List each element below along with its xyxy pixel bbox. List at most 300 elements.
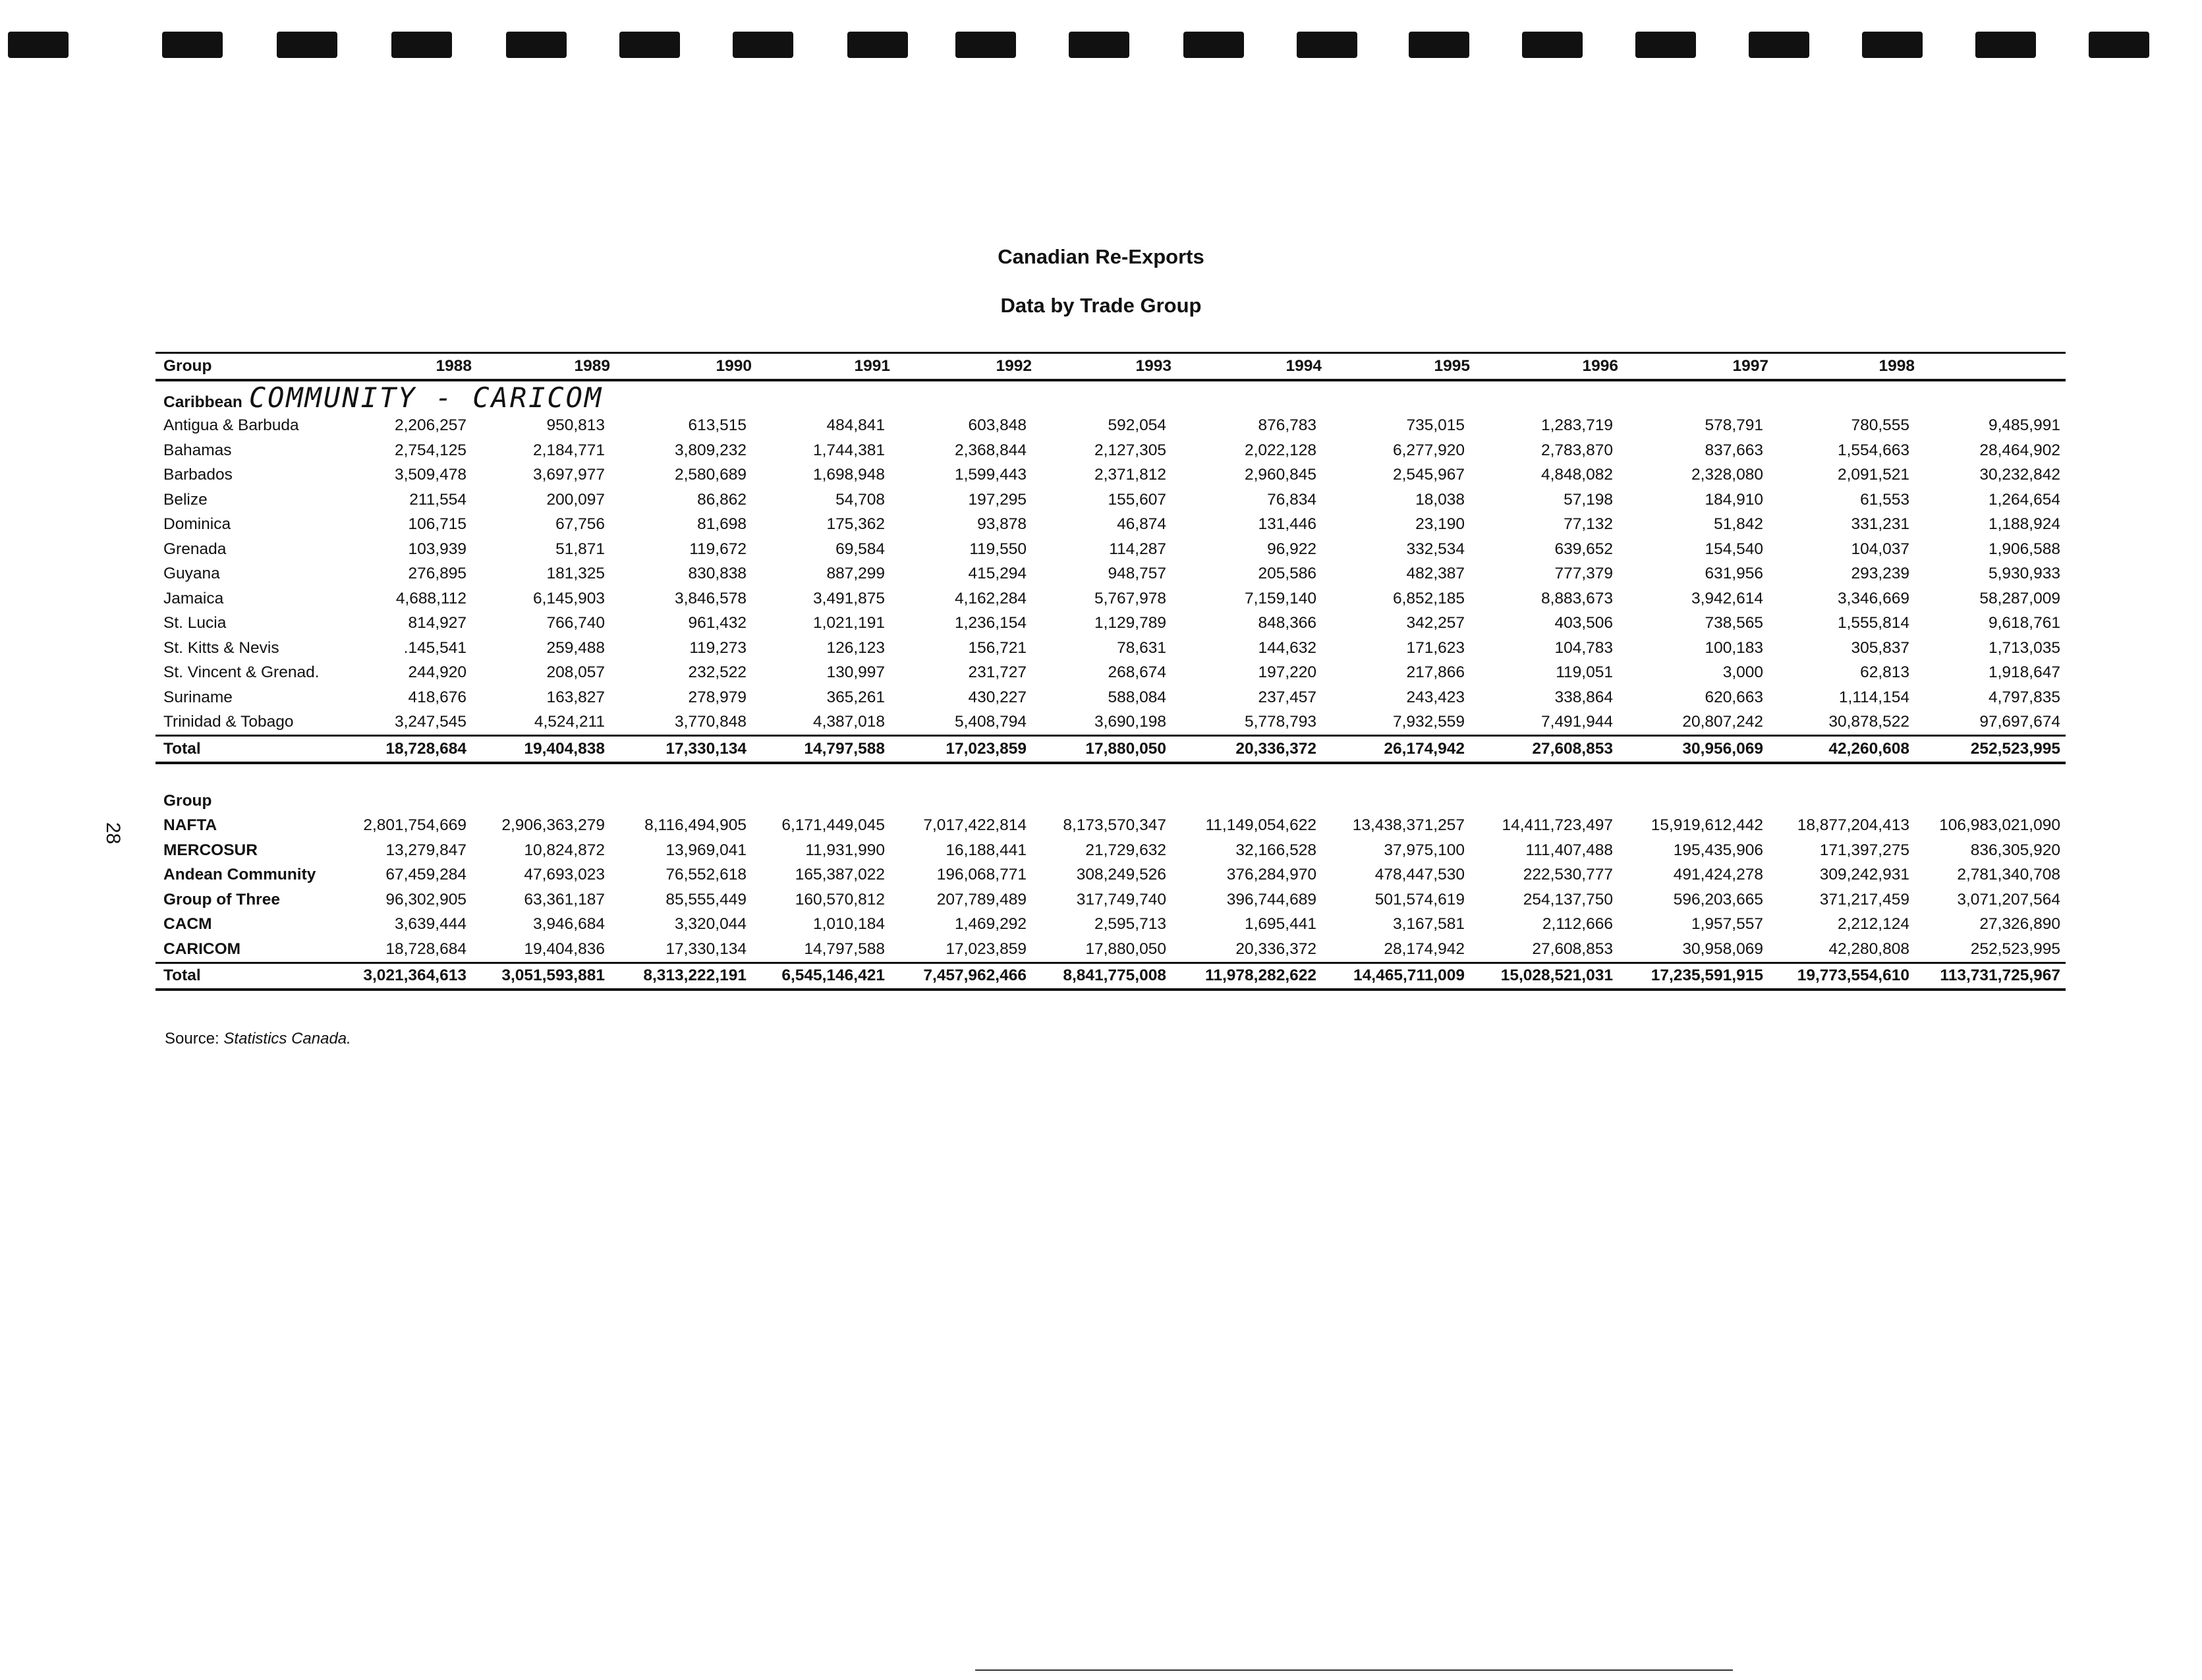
table-cell: 2,595,713: [1094, 915, 1166, 934]
table-cell: 42,260,608: [1768, 736, 1915, 763]
table-cell: 501,574,619: [1374, 890, 1465, 909]
table-cell: 278,979: [688, 688, 747, 706]
table-cell: 232,522: [688, 663, 747, 682]
table-cell: 3,247,545: [395, 713, 466, 731]
table-cell: 19,404,836: [524, 939, 605, 958]
table-cell: 211,554: [409, 490, 466, 509]
table-cell: 365,261: [826, 688, 885, 706]
table-cell: 18,038: [1415, 490, 1465, 509]
document-subtitle: Data by Trade Group: [1000, 294, 1202, 317]
table-cell: 231,727: [968, 663, 1027, 682]
table-cell: 9,485,991: [1989, 416, 2060, 435]
table-cell: 3,071,207,564: [1957, 890, 2060, 909]
table-cell: 13,969,041: [665, 841, 747, 859]
table-cell: 27,608,853: [1470, 736, 1618, 763]
table-cell: 78,631: [1117, 638, 1166, 657]
table-row: [155, 661, 2066, 686]
row-label: St. Vincent & Grenad.: [163, 663, 320, 682]
table-cell: 184,910: [1705, 490, 1763, 509]
column-header: 1994: [1172, 353, 1322, 380]
table-cell: 342,257: [1406, 614, 1465, 632]
table-row: [155, 611, 2066, 636]
binder-hole: [506, 32, 567, 58]
binder-hole: [955, 32, 1016, 58]
table-cell: 144,632: [1258, 638, 1316, 657]
table-cell: 14,411,723,497: [1502, 816, 1613, 835]
binder-hole: [733, 32, 793, 58]
table-cell: 4,162,284: [955, 589, 1027, 607]
binder-hole: [1635, 32, 1696, 58]
table-cell: 76,834: [1267, 490, 1316, 509]
table-cell: 1,188,924: [1989, 515, 2060, 534]
table-cell: 3,846,578: [675, 589, 747, 607]
row-label: Dominica: [163, 515, 231, 534]
table-cell: 6,171,449,045: [781, 816, 885, 835]
table-row: [155, 414, 2066, 439]
table-row: [155, 887, 2066, 912]
table-cell: 252,523,995: [1970, 939, 2060, 958]
table-cell: 1,957,557: [1691, 915, 1763, 934]
column-header: 1990: [610, 353, 752, 380]
table-cell: 293,239: [1851, 565, 1909, 583]
row-label: Barbados: [163, 466, 233, 484]
table-cell: 13,438,371,257: [1352, 816, 1465, 835]
table-cell: 17,880,050: [1032, 736, 1172, 763]
table-cell: 2,091,521: [1838, 466, 1909, 484]
document-title: Canadian Re-Exports: [998, 245, 1204, 268]
row-label: Andean Community: [163, 866, 316, 884]
table-row: [155, 838, 2066, 863]
table-cell: 155,607: [1108, 490, 1166, 509]
table-cell: 100,183: [1705, 638, 1763, 657]
binder-hole: [1862, 32, 1923, 58]
table-cell: 3,697,977: [533, 466, 605, 484]
table-cell: 6,277,920: [1393, 441, 1465, 459]
table-row: [155, 513, 2066, 538]
table-cell: 780,555: [1851, 416, 1909, 435]
table-cell: 1,010,184: [813, 915, 885, 934]
table-cell: 32,166,528: [1235, 841, 1316, 859]
table-row: [155, 636, 2066, 661]
table-cell: 175,362: [826, 515, 885, 534]
table-cell: 200,097: [546, 490, 605, 509]
table-cell: 603,848: [968, 416, 1027, 435]
table-cell: 1,555,814: [1838, 614, 1909, 632]
table-cell: 237,457: [1258, 688, 1316, 706]
table-cell: 97,697,674: [1979, 713, 2060, 731]
table-cell: 27,608,853: [1532, 939, 1613, 958]
table-cell: 6,545,146,421: [752, 963, 890, 990]
table-cell: 4,848,082: [1541, 466, 1613, 484]
table-cell: 208,057: [546, 663, 605, 682]
row-label: Belize: [163, 490, 208, 509]
table-cell: 156,721: [968, 638, 1027, 657]
table-cell: 3,770,848: [675, 713, 747, 731]
table-cell: 19,773,554,610: [1768, 963, 1915, 990]
table-cell: 8,173,570,347: [1063, 816, 1166, 835]
table-cell: 171,623: [1406, 638, 1465, 657]
table-cell: 268,674: [1108, 663, 1166, 682]
table-cell: 11,978,282,622: [1172, 963, 1322, 990]
table-cell: 14,797,588: [752, 736, 890, 763]
table-row: [155, 937, 2066, 963]
table-cell: 96,922: [1267, 540, 1316, 558]
table-cell: 1,918,647: [1989, 663, 2060, 682]
table-cell: 30,878,522: [1828, 713, 1909, 731]
table-cell: 126,123: [826, 638, 885, 657]
row-label: Guyana: [163, 565, 220, 583]
table-cell: 16,188,441: [946, 841, 1027, 859]
table-cell: 104,783: [1554, 638, 1613, 657]
table-cell: 14,797,588: [804, 939, 885, 958]
table-cell: 338,864: [1554, 688, 1613, 706]
table-cell: 104,037: [1851, 540, 1909, 558]
table-cell: 17,880,050: [1085, 939, 1166, 958]
table-cell: 46,874: [1117, 515, 1166, 534]
table-cell: 5,778,793: [1245, 713, 1316, 731]
source-label: Source:: [165, 1030, 219, 1048]
row-label: NAFTA: [163, 816, 217, 835]
table-cell: 396,744,689: [1226, 890, 1316, 909]
table-cell: 2,328,080: [1691, 466, 1763, 484]
table-cell: 7,932,559: [1393, 713, 1465, 731]
table-cell: 26,174,942: [1322, 736, 1470, 763]
table-cell: 47,693,023: [524, 866, 605, 884]
table-cell: 196,068,771: [936, 866, 1027, 884]
table-cell: 836,305,920: [1970, 841, 2060, 859]
column-header: 1998: [1768, 353, 1915, 380]
column-header: [1915, 353, 2066, 380]
table-cell: 222,530,777: [1523, 866, 1613, 884]
binder-hole: [847, 32, 908, 58]
table-row: [155, 685, 2066, 710]
table-cell: 331,231: [1851, 515, 1909, 534]
table-cell: 113,731,725,967: [1915, 963, 2066, 990]
table-cell: 305,837: [1851, 638, 1909, 657]
column-header: 1992: [890, 353, 1032, 380]
binder-hole: [1749, 32, 1809, 58]
table-cell: 69,584: [835, 540, 885, 558]
section-heading-label: Caribbean: [163, 393, 242, 411]
table-cell: 848,366: [1258, 614, 1316, 632]
table-cell: 2,960,845: [1245, 466, 1316, 484]
table-cell: 2,022,128: [1245, 441, 1316, 459]
table-cell: 2,212,124: [1838, 915, 1909, 934]
table-cell: 876,783: [1258, 416, 1316, 435]
table-cell: 21,729,632: [1085, 841, 1166, 859]
table-cell: 28,464,902: [1979, 441, 2060, 459]
row-label: Grenada: [163, 540, 227, 558]
table-cell: 3,000: [1722, 663, 1763, 682]
table-cell: 2,368,844: [955, 441, 1027, 459]
table-row: [155, 438, 2066, 463]
table-cell: 6,852,185: [1393, 589, 1465, 607]
table-cell: 119,273: [689, 638, 747, 657]
column-header: 1993: [1032, 353, 1172, 380]
table-cell: 8,116,494,905: [644, 816, 747, 835]
table-cell: 484,841: [826, 416, 885, 435]
table-cell: .145,541: [403, 638, 466, 657]
table-cell: 217,866: [1406, 663, 1465, 682]
table-cell: 154,540: [1705, 540, 1763, 558]
row-label: Total: [155, 963, 340, 990]
table-row: [155, 537, 2066, 562]
table-cell: 376,284,970: [1226, 866, 1316, 884]
table-cell: 2,545,967: [1393, 466, 1465, 484]
table-cell: 2,127,305: [1094, 441, 1166, 459]
table-row: [155, 463, 2066, 488]
table-cell: 13,279,847: [385, 841, 466, 859]
table-cell: 2,781,340,708: [1957, 866, 2060, 884]
table-cell: 27,326,890: [1979, 915, 2060, 934]
table-cell: 371,217,459: [1819, 890, 1909, 909]
table-cell: 51,842: [1714, 515, 1763, 534]
table-row: [155, 814, 2066, 839]
binder-hole: [619, 32, 680, 58]
column-header-group: Group: [155, 353, 340, 380]
table-cell: 63,361,187: [524, 890, 605, 909]
table-cell: 130,997: [826, 663, 885, 682]
table-cell: 613,515: [688, 416, 747, 435]
table-cell: 163,827: [546, 688, 605, 706]
table-cell: 3,942,614: [1691, 589, 1763, 607]
total-row-caribbean: [155, 736, 2066, 763]
table-cell: 1,713,035: [1989, 638, 2060, 657]
table-cell: 8,313,222,191: [610, 963, 752, 990]
row-label: MERCOSUR: [163, 841, 258, 859]
table-cell: 197,220: [1258, 663, 1316, 682]
table-cell: 2,754,125: [395, 441, 466, 459]
table-cell: 160,570,812: [795, 890, 885, 909]
column-header: 1995: [1322, 353, 1470, 380]
table-cell: 6,145,903: [533, 589, 605, 607]
table-spacer: [155, 763, 2066, 789]
table-cell: 2,206,257: [395, 416, 466, 435]
table-cell: 30,232,842: [1979, 466, 2060, 484]
table-cell: 3,051,593,881: [472, 963, 610, 990]
table-cell: 8,841,775,008: [1032, 963, 1172, 990]
table-cell: 482,387: [1406, 565, 1465, 583]
table-cell: 430,227: [968, 688, 1027, 706]
table-cell: 131,446: [1258, 515, 1316, 534]
table-cell: 3,346,669: [1838, 589, 1909, 607]
table-cell: 1,129,789: [1094, 614, 1166, 632]
table-cell: 23,190: [1415, 515, 1465, 534]
table-cell: 5,408,794: [955, 713, 1027, 731]
binder-hole: [1297, 32, 1357, 58]
binder-hole: [1409, 32, 1469, 58]
table-cell: 243,423: [1406, 688, 1465, 706]
table-cell: 197,295: [968, 490, 1027, 509]
table-cell: 11,149,054,622: [1205, 816, 1316, 835]
row-label: Group of Three: [163, 890, 280, 909]
table-cell: 10,824,872: [524, 841, 605, 859]
binder-hole: [2089, 32, 2149, 58]
section-heading-group: [155, 789, 2066, 814]
table-cell: 81,698: [697, 515, 747, 534]
column-header: 1991: [752, 353, 890, 380]
binder-hole-strip: [0, 32, 2202, 61]
table-cell: 415,294: [968, 565, 1027, 583]
table-cell: 2,801,754,669: [363, 816, 466, 835]
table-cell: 103,939: [408, 540, 466, 558]
re-exports-table: [155, 352, 2066, 991]
table-cell: 77,132: [1564, 515, 1613, 534]
table-cell: 252,523,995: [1915, 736, 2066, 763]
table-cell: 766,740: [546, 614, 605, 632]
table-cell: 588,084: [1108, 688, 1166, 706]
table-cell: 20,807,242: [1682, 713, 1763, 731]
table-cell: 18,877,204,413: [1797, 816, 1909, 835]
section-heading-caribbean: [155, 380, 2066, 414]
table-cell: 119,051: [1556, 663, 1613, 682]
table-cell: 207,789,489: [936, 890, 1027, 909]
column-header: 1997: [1618, 353, 1768, 380]
table-cell: 2,112,666: [1542, 915, 1613, 934]
table-cell: 42,280,808: [1828, 939, 1909, 958]
table-cell: 57,198: [1564, 490, 1613, 509]
column-header: 1988: [340, 353, 472, 380]
table-cell: 17,023,859: [946, 939, 1027, 958]
table-cell: 37,975,100: [1384, 841, 1465, 859]
table-cell: 308,249,526: [1076, 866, 1166, 884]
table-cell: 18,728,684: [385, 939, 466, 958]
row-label: Antigua & Barbuda: [163, 416, 299, 435]
table-cell: 276,895: [408, 565, 466, 583]
table-cell: 3,946,684: [533, 915, 605, 934]
table-cell: 119,550: [969, 540, 1027, 558]
table-cell: 961,432: [688, 614, 747, 632]
table-cell: 1,599,443: [955, 466, 1027, 484]
table-cell: 403,506: [1554, 614, 1613, 632]
table-cell: 17,330,134: [665, 939, 747, 958]
table-cell: 106,983,021,090: [1939, 816, 2060, 835]
table-cell: 1,906,588: [1989, 540, 2060, 558]
table-cell: 3,639,444: [395, 915, 466, 934]
table-header-row: [155, 353, 2066, 380]
table-cell: 18,728,684: [340, 736, 472, 763]
table-cell: 17,023,859: [890, 736, 1032, 763]
binder-hole: [1183, 32, 1244, 58]
table-row: [155, 488, 2066, 513]
table-cell: 119,672: [689, 540, 747, 558]
table-cell: 67,459,284: [385, 866, 466, 884]
table-cell: 93,878: [977, 515, 1027, 534]
table-cell: 948,757: [1108, 565, 1166, 583]
row-label: Bahamas: [163, 441, 232, 459]
table-cell: 5,930,933: [1989, 565, 2060, 583]
table-cell: 620,663: [1705, 688, 1763, 706]
row-label: CARICOM: [163, 939, 241, 958]
table-cell: 1,469,292: [955, 915, 1027, 934]
table-cell: 578,791: [1705, 416, 1763, 435]
table-cell: 1,744,381: [813, 441, 885, 459]
binder-hole: [391, 32, 452, 58]
table-cell: 28,174,942: [1384, 939, 1465, 958]
binder-hole: [162, 32, 223, 58]
table-cell: 4,524,211: [534, 713, 605, 731]
table-cell: 1,698,948: [813, 466, 885, 484]
table-cell: 244,920: [408, 663, 466, 682]
table-cell: 950,813: [546, 416, 605, 435]
table-cell: 8,883,673: [1541, 589, 1613, 607]
total-row-groups: [155, 963, 2066, 990]
table-cell: 631,956: [1705, 565, 1763, 583]
table-cell: 2,906,363,279: [501, 816, 605, 835]
source-text: Statistics Canada.: [223, 1030, 351, 1048]
table-cell: 54,708: [835, 490, 885, 509]
table-cell: 596,203,665: [1673, 890, 1763, 909]
table-cell: 114,287: [1109, 540, 1166, 558]
table-cell: 17,330,134: [610, 736, 752, 763]
table-cell: 106,715: [408, 515, 466, 534]
table-cell: 30,958,069: [1682, 939, 1763, 958]
table-cell: 418,676: [408, 688, 466, 706]
table-cell: 1,695,441: [1245, 915, 1316, 934]
table-cell: 2,783,870: [1541, 441, 1613, 459]
table-cell: 1,554,663: [1838, 441, 1909, 459]
table-cell: 1,114,154: [1838, 688, 1909, 706]
table-cell: 20,336,372: [1172, 736, 1322, 763]
table-cell: 4,688,112: [395, 589, 466, 607]
page-bottom-rule: [975, 1669, 1733, 1671]
binder-hole: [1522, 32, 1583, 58]
row-label: Suriname: [163, 688, 233, 706]
table-row: [155, 912, 2066, 938]
table-cell: 15,028,521,031: [1470, 963, 1618, 990]
table-cell: 2,184,771: [533, 441, 605, 459]
table-cell: 19,404,838: [472, 736, 610, 763]
table-cell: 7,457,962,466: [890, 963, 1032, 990]
table-cell: 837,663: [1705, 441, 1763, 459]
table-cell: 9,618,761: [1989, 614, 2060, 632]
table-cell: 171,397,275: [1819, 841, 1909, 859]
row-label: Jamaica: [163, 589, 224, 607]
table-cell: 17,235,591,915: [1618, 963, 1768, 990]
table-cell: 3,320,044: [675, 915, 747, 934]
table-cell: 2,580,689: [675, 466, 747, 484]
column-header: 1996: [1470, 353, 1618, 380]
source-note: [165, 1030, 351, 1048]
table-cell: 830,838: [688, 565, 747, 583]
table-cell: 814,927: [408, 614, 466, 632]
table-cell: 1,264,654: [1989, 490, 2060, 509]
row-label: St. Kitts & Nevis: [163, 638, 279, 657]
table-cell: 15,919,612,442: [1651, 816, 1763, 835]
table-cell: 7,159,140: [1245, 589, 1316, 607]
table-cell: 7,491,944: [1541, 713, 1613, 731]
row-label: St. Lucia: [163, 614, 227, 632]
table-cell: 3,809,232: [675, 441, 747, 459]
table-cell: 3,167,581: [1393, 915, 1465, 934]
table-cell: 4,797,835: [1989, 688, 2060, 706]
table-cell: 181,325: [546, 565, 605, 583]
table-cell: 195,435,906: [1673, 841, 1763, 859]
table-cell: 111,407,488: [1525, 841, 1613, 859]
table-row: [155, 586, 2066, 611]
table-cell: 478,447,530: [1374, 866, 1465, 884]
row-label: Trinidad & Tobago: [163, 713, 294, 731]
table-cell: 51,871: [555, 540, 605, 558]
table-cell: 58,287,009: [1979, 589, 2060, 607]
table-cell: 332,534: [1406, 540, 1465, 558]
table-cell: 738,565: [1705, 614, 1763, 632]
table-cell: 14,465,711,009: [1322, 963, 1470, 990]
section-heading-cell: [155, 380, 2066, 414]
section-heading-label: Group: [163, 791, 212, 810]
table-cell: 259,488: [546, 638, 605, 657]
table-cell: 61,553: [1860, 490, 1909, 509]
